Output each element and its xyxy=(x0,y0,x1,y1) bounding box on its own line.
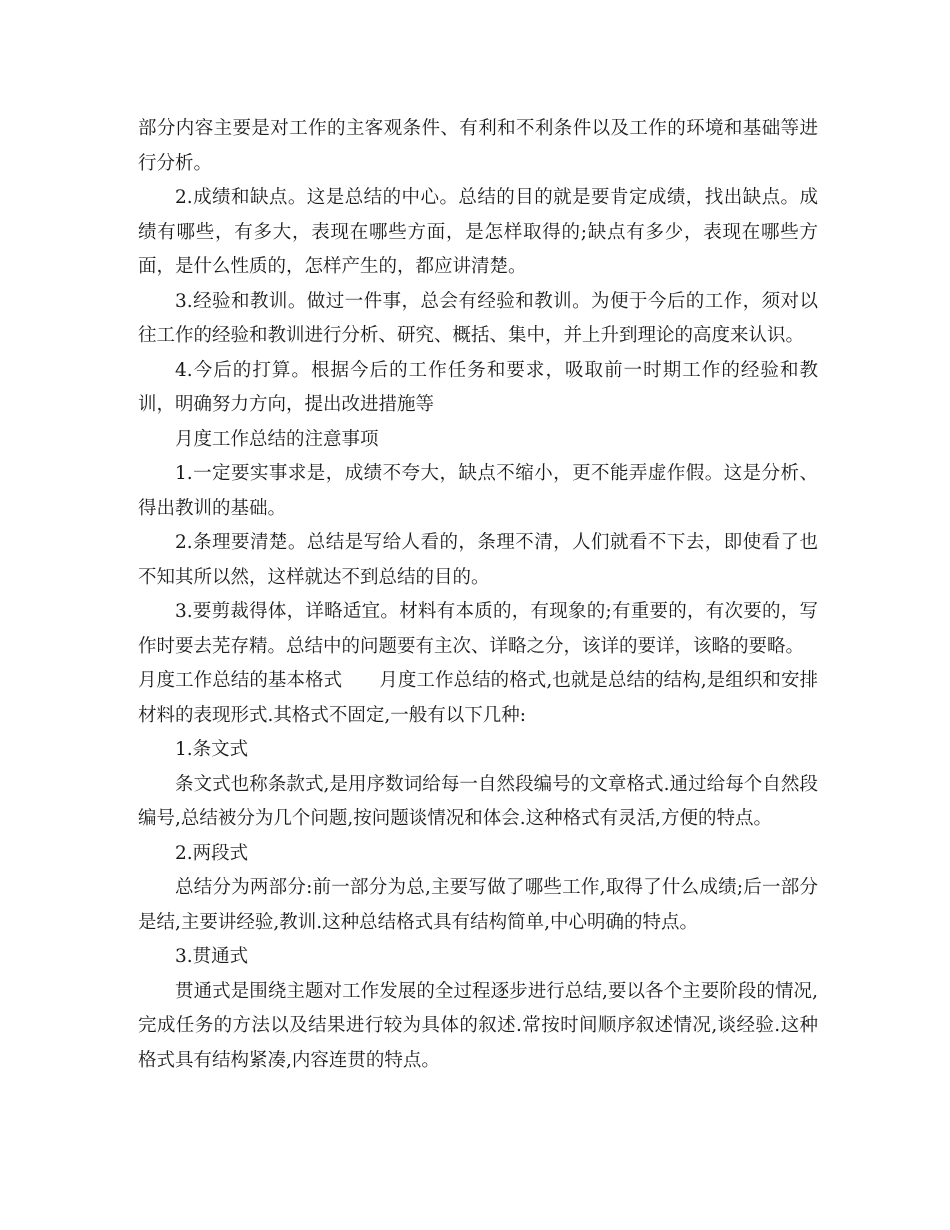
paragraph-7: 2.条理要清楚。总结是写给人看的，条理不清，人们就看不下去，即使看了也不知其所以然，这样就达不到总结的目的。 xyxy=(138,532,818,588)
paragraph-1: 部分内容主要是对工作的主客观条件、有利和不利条件以及工作的环境和基础等进行分析。 xyxy=(138,118,818,174)
paragraph-6: 1.一定要实事求是，成绩不夸大，缺点不缩小，更不能弄虚作假。这是分析、得出教训的基础。 xyxy=(138,463,818,519)
paragraph-3: 3.经验和教训。做过一件事，总会有经验和教训。为便于今后的工作，须对以往工作的经验和教训进行分析、研究、概括、集中，并上升到理论的高度来认识。 xyxy=(138,290,818,346)
paragraph-15: 贯通式是围绕主题对工作发展的全过程逐步进行总结,要以各个主要阶段的情况,完成任务的方法以及结果进行较为具体的叙述.常按时间顺序叙述情况,谈经验.这种格式具有结构紧凑,内容连贯的特点。 xyxy=(138,980,818,1071)
document-body xyxy=(138,112,818,1078)
subheading-2: 2.两段式 xyxy=(175,842,249,864)
paragraph-2: 2.成绩和缺点。这是总结的中心。总结的目的就是要肯定成绩，找出缺点。成绩有哪些，有多大，表现在哪些方面，是怎样取得的;缺点有多少，表现在哪些方面，是什么性质的，怎样产生的，都应讲清楚。 xyxy=(138,187,818,277)
paragraph-4: 4.今后的打算。根据今后的工作任务和要求，吸取前一时期工作的经验和教训，明确努力方向，提出改进措施等 xyxy=(138,359,818,415)
paragraph-11: 条文式也称条款式,是用序数词给每一自然段编号的文章格式.通过给每个自然段编号,总结被分为几个问题,按问题谈情况和体会.这种格式有灵活,方便的特点。 xyxy=(138,773,818,829)
paragraph-9: 月度工作总结的基本格式 月度工作总结的格式,也就是总结的结构,是组织和安排材料的表现形式.其格式不固定,一般有以下几种: xyxy=(138,670,818,726)
section-heading-notes: 月度工作总结的注意事项 xyxy=(175,428,379,450)
paragraph-8: 3.要剪裁得体，详略适宜。材料有本质的，有现象的;有重要的，有次要的，写作时要去芜存精。总结中的问题要有主次、详略之分，该详的要详，该略的要略。 xyxy=(138,601,818,657)
subheading-3: 3.贯通式 xyxy=(175,946,249,967)
paragraph-13: 总结分为两部分:前一部分为总,主要写做了哪些工作,取得了什么成绩;后一部分是结,主要讲经验,教训.这种总结格式具有结构简单,中心明确的特点。 xyxy=(138,877,818,933)
subheading-1: 1.条文式 xyxy=(175,739,249,760)
